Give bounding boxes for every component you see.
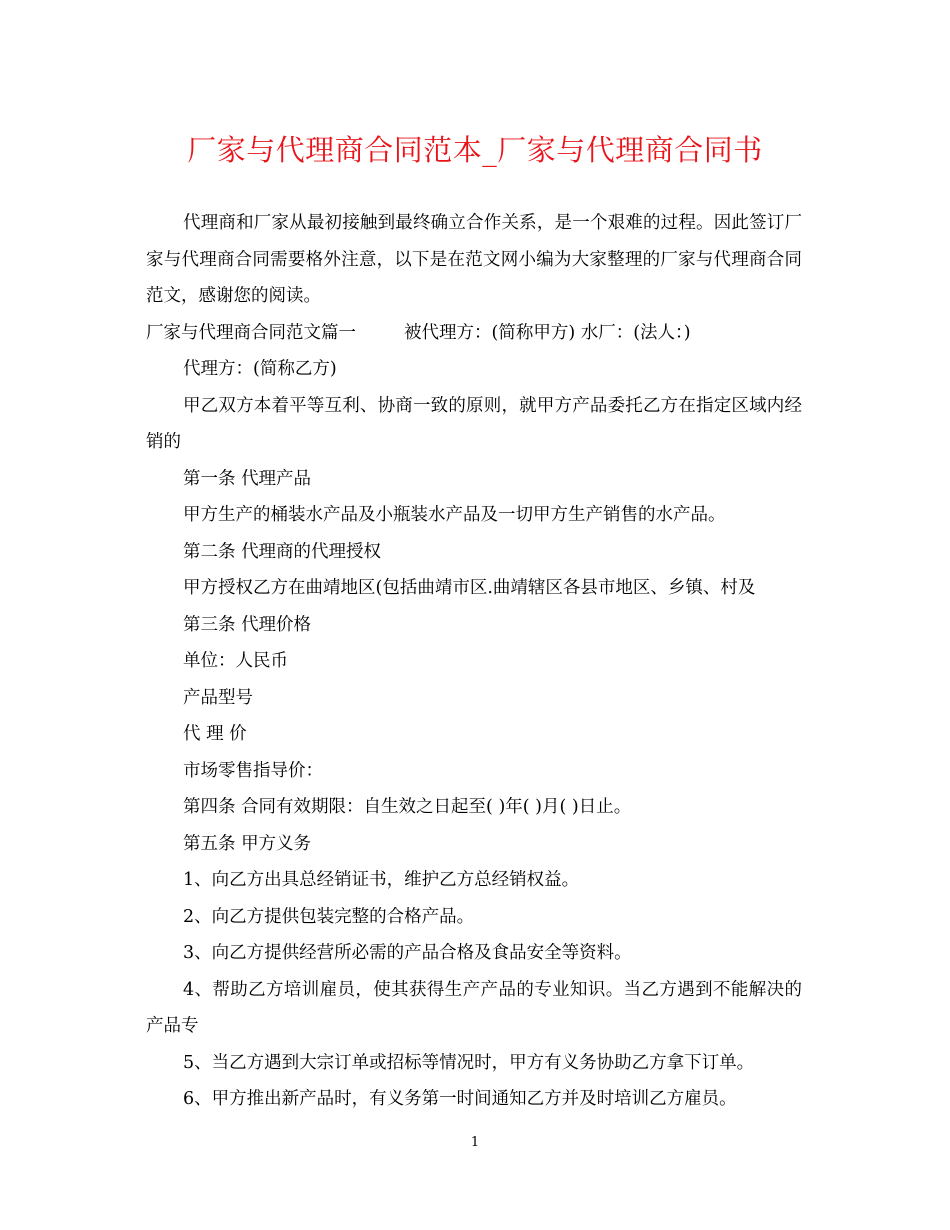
article1-title: 第一条 代理产品 xyxy=(183,468,312,489)
article5-title: 第五条 甲方义务 xyxy=(183,833,312,854)
agent-line: 代理方：(简称乙方) xyxy=(183,359,337,379)
document-title: 厂家与代理商合同范本_厂家与代理商合同书 xyxy=(187,133,763,167)
retail-price-line: 市场零售指导价： xyxy=(183,760,323,781)
preamble-paragraph: 甲乙双方本着平等互利、协商一致的原则，就甲方产品委托乙方在指定区域内经销的 xyxy=(146,395,802,452)
duty-item: 5、当乙方遇到大宗订单或招标等情况时，甲方有义务协助乙方拿下订单。 xyxy=(183,1052,755,1073)
intro-paragraph: 代理商和厂家从最初接触到最终确立合作关系，是一个艰难的过程。因此签订厂家与代理商合同需要格外注意，以下是在范文网小编为大家整理的厂家与代理商合同范文，感谢您的阅读。 xyxy=(146,213,802,306)
sample-heading: 厂家与代理商合同范文篇一 xyxy=(146,322,356,343)
duty-item: 6、甲方推出新产品时，有义务第一时间通知乙方并及时培训乙方雇员。 xyxy=(183,1089,737,1109)
document-body xyxy=(146,205,802,1118)
sample-heading-line xyxy=(146,315,802,352)
article2-text: 甲方授权乙方在曲靖地区(包括曲靖市区.曲靖辖区各县市地区、乡镇、村及 xyxy=(183,578,756,598)
article2-title: 第二条 代理商的代理授权 xyxy=(183,541,382,562)
article1-text: 甲方生产的桶装水产品及小瓶装水产品及一切甲方生产销售的水产品。 xyxy=(183,505,726,525)
duty-item: 1、向乙方出具总经销证书，维护乙方总经销权益。 xyxy=(183,870,580,890)
duty-item: 4、帮助乙方培训雇员，使其获得生产产品的专业知识。当乙方遇到不能解决的产品专 xyxy=(146,979,802,1036)
article3-title: 第三条 代理价格 xyxy=(183,614,312,635)
duty-item: 2、向乙方提供包装完整的合格产品。 xyxy=(183,906,475,927)
agent-price-line: 代 理 价 xyxy=(183,724,247,744)
unit-line: 单位：人民币 xyxy=(183,651,288,671)
principal-line: 被代理方：(简称甲方) 水厂：(法人：) xyxy=(404,322,691,343)
model-line: 产品型号 xyxy=(183,687,253,708)
article4-text: 第四条 合同有效期限：自生效之日起至( )年( )月( )日止。 xyxy=(183,797,632,817)
page-number: 1 xyxy=(470,1135,480,1150)
duty-item: 3、向乙方提供经营所必需的产品合格及食品安全等资料。 xyxy=(183,943,632,963)
